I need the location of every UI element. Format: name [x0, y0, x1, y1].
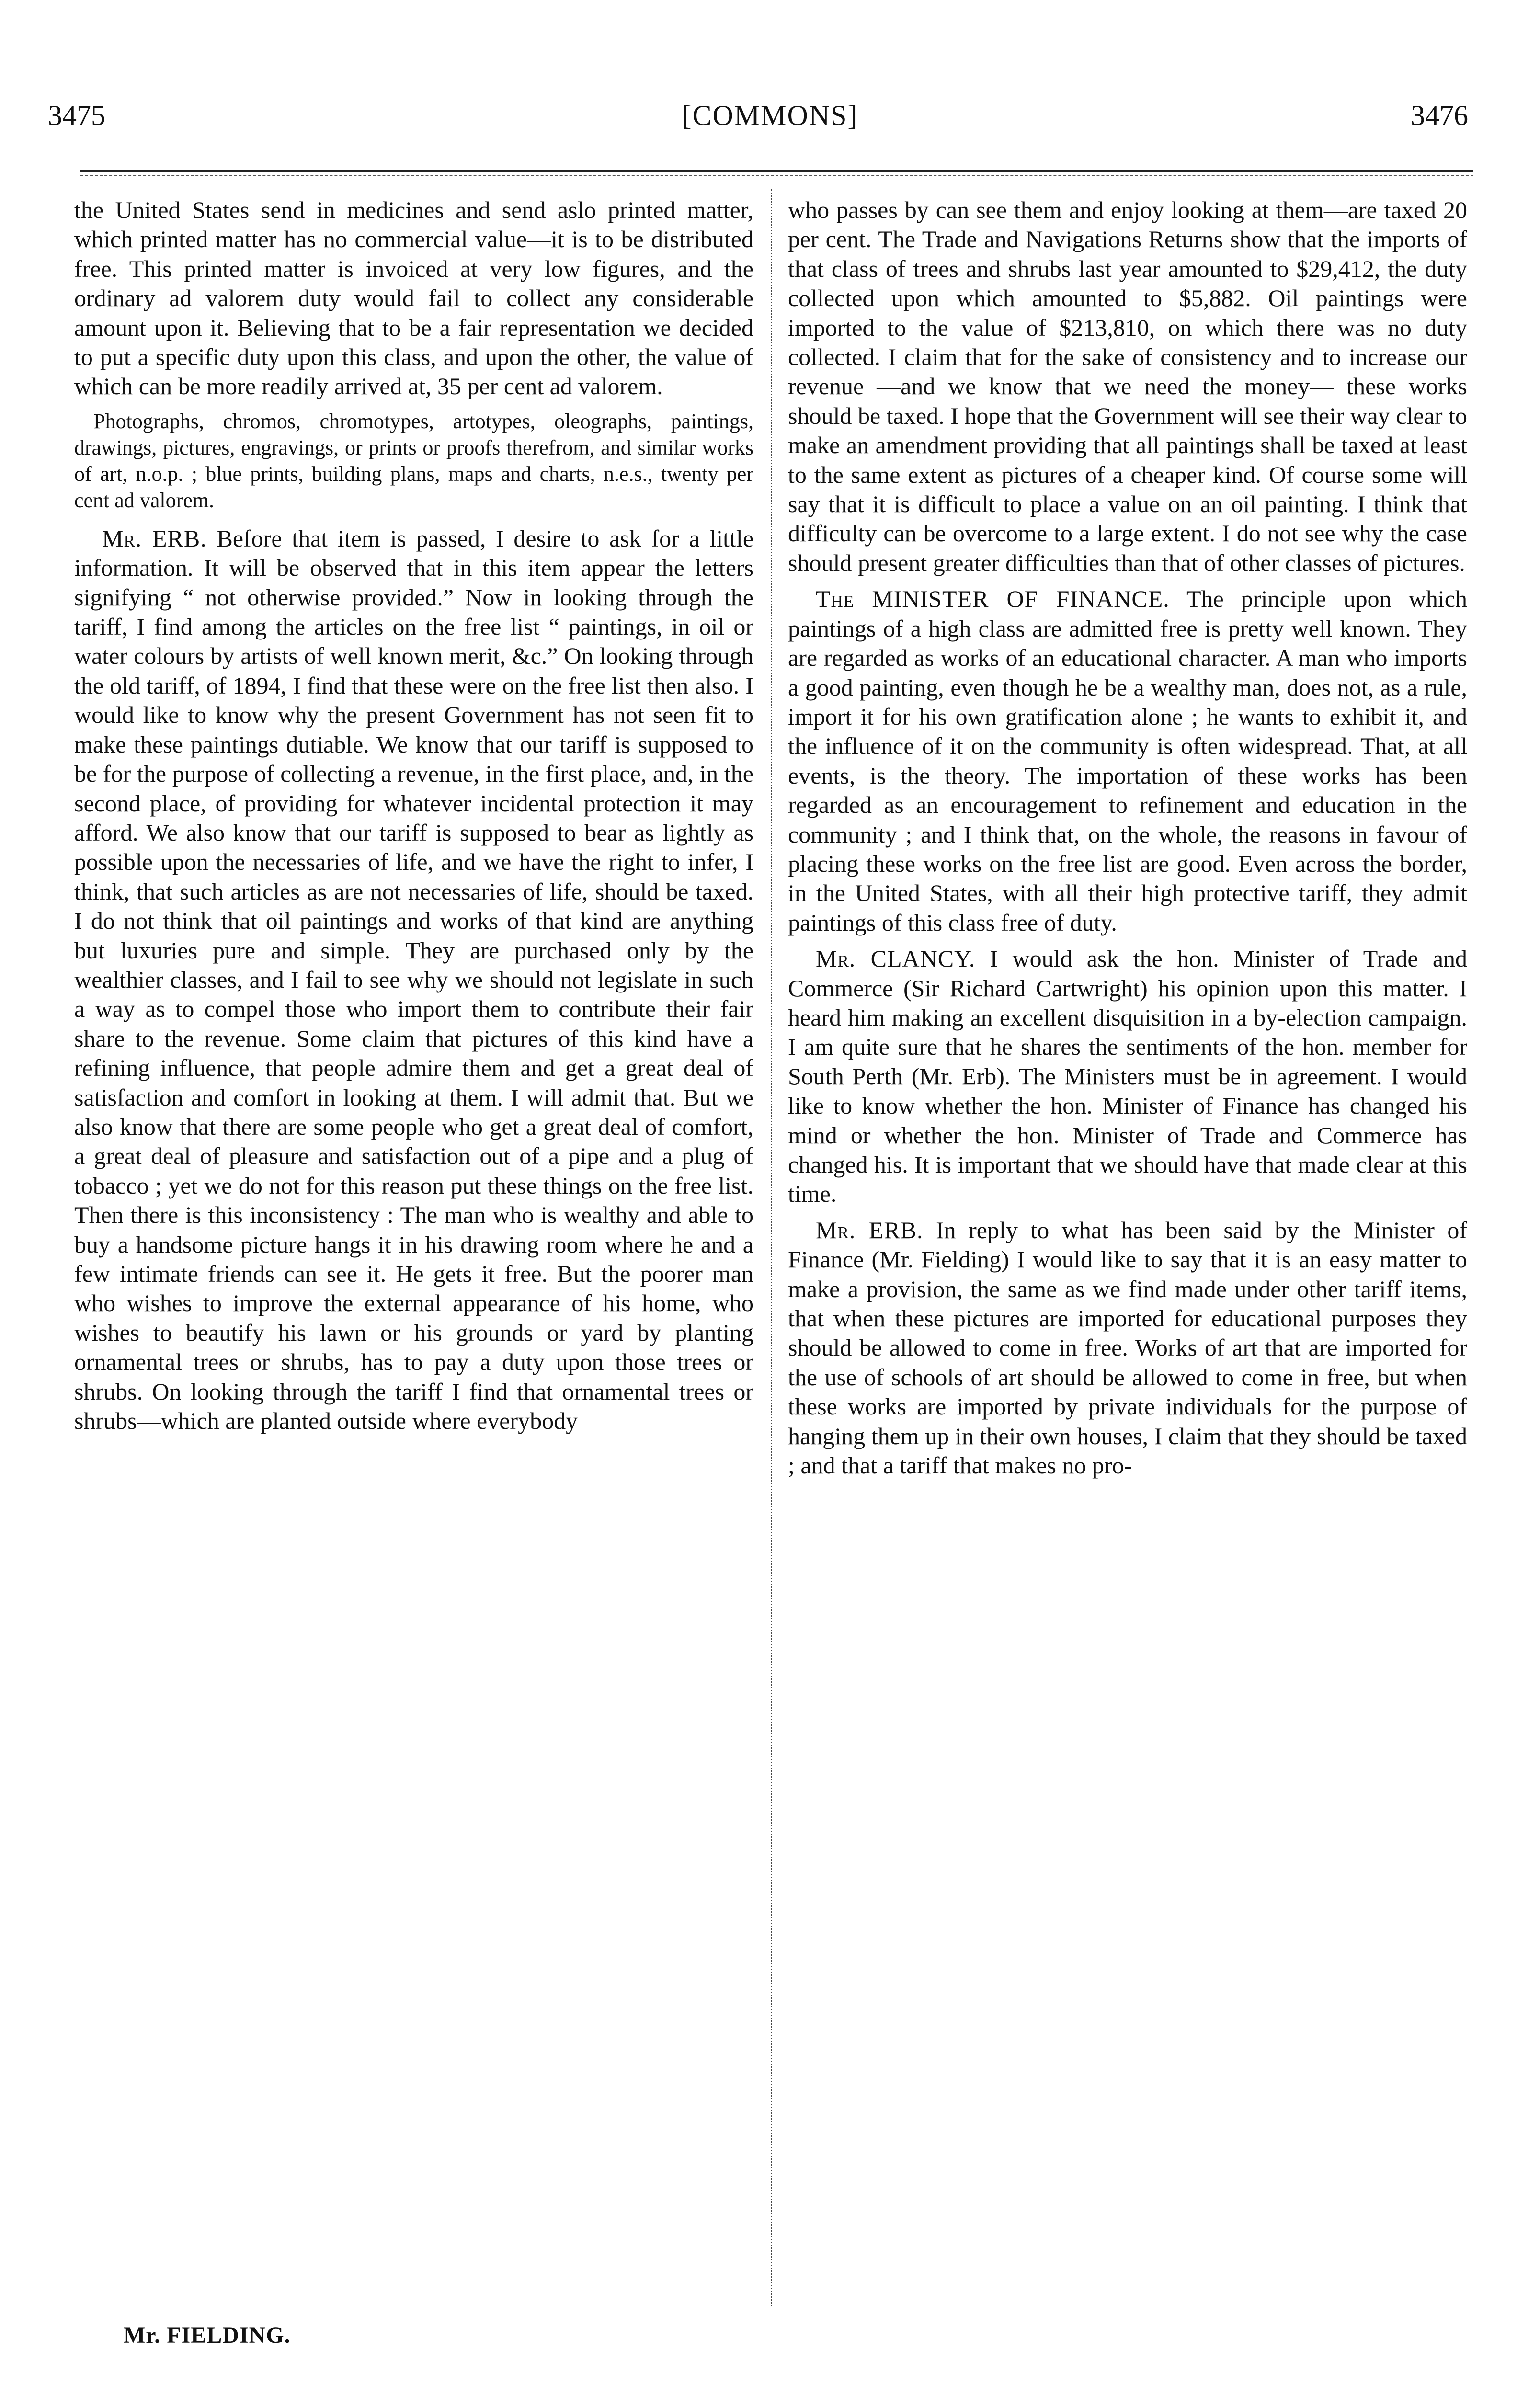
paragraph-text: the United States send in medicines and send aslo printed matter, which printed matter has no commercial value—it is to be distributed free. This printed matter is invoiced at very low figures, and the ordinary ad valorem duty would fail to collect any considerable amount upon it. Believing that to be a fair representation we decided to put a specific duty upon this class, and upon the other, the value of which can be more readily arrived at, 35 per cent ad valorem.: [74, 196, 753, 400]
paragraph-text: I would ask the hon. Minister of Trade and Commerce (Sir Richard Cartwright) his opinion upon this matter. I heard him making an excellent disquisition in a by-election campaign. I am quite sure that he shares the sentiments of the hon. member for South Perth (Mr. Erb). The Ministers must be in agreement. I would like to know whether the hon. Minister of Finance has changed his mind or whether the hon. Minister of Trade and Commerce has changed his. It is important that we should have that made clear at this time.: [788, 945, 1467, 1208]
speaker-name: Mr. ERB.: [816, 1216, 924, 1243]
page-title: [COMMONS]: [682, 100, 858, 131]
paragraph-text: Before that item is passed, I desire to ask for a little information. It will be observed that in this item appear the letters signifying “ not otherwise provided.” Now in looking through the tariff, I find among the articles on the free list “ paintings, in oil or water colours by artists of well known merit, &c.” On looking through the old tariff, of 1894, I find that these were on the free list then also. I would like to know why the present Government has not seen fit to make these paintings dutiable. We know that our tariff is supposed to be for the purpose of collecting a revenue, in the first place, and, in the second place, of providing for whatever incidental protection it may afford. We also know that our tariff is supposed to bear as lightly as possible upon the necessaries of life, and we have the right to infer, I think, that such articles as are not necessaries of life, should be taxed. I do not think that oil paintings and works of that kind are anything but luxuries pure and simple. They are purchased only by the wealthier classes, and I fail to see why we should not legislate in such a way as to compel those who import them to contribute their fair share to the revenue. Some claim that pictures of this kind have a refining influence, that people admire them and get a great deal of satisfaction and comfort in looking at them. I will admit that. But we also know that there are some people who get a great deal of comfort, a great deal of pleasure and satisfaction out of a pipe and a plug of tobacco ; yet we do not for this reason put these things on the free list. Then there is this inconsistency : The man who is wealthy and able to buy a handsome picture hangs it in his drawing room where he and a few intimate friends can see it. He gets it free. But the poorer man who wishes to improve the external appearance of his home, who wishes to beautify his lawn or his grounds or yard by planting ornamental trees or shrubs, has to pay a duty upon those trees or shrubs. On looking through the tariff I find that ornamental trees or shrubs—which are planted outside where everybody: [74, 525, 753, 1435]
speaker-name: The MINISTER OF FINANCE.: [816, 585, 1170, 613]
paragraph: [788, 1216, 1467, 1481]
paragraph: [788, 195, 1467, 578]
page-footer: Mr. FIELDING.: [124, 2323, 291, 2348]
paragraph: [788, 584, 1467, 937]
header-rule-secondary: [80, 175, 1473, 176]
column-divider: [771, 189, 772, 2306]
right-column: [788, 195, 1467, 2301]
speaker-name: Mr. ERB.: [102, 525, 207, 552]
paragraph: [788, 944, 1467, 1209]
paragraph-text: The principle upon which paintings of a high class are admitted free is pretty well known. They are regarded as works of an educational character. A man who imports a good painting, even though he be a wealthy man, does not, as a rule, import it for his own gratification alone ; he wants to exhibit it, and the influence of it on the community is often widespread. That, at all events, is the theory. The importation of these works has been regarded as an encouragement to refinement and education in the community ; and I think that, on the whole, the reasons in favour of placing these works on the free list are good. Even across the border, in the United States, with all their high protective tariff, they admit paintings of this class free of duty.: [788, 585, 1467, 936]
left-column: [74, 195, 753, 2301]
page-number-left: 3475: [48, 100, 105, 131]
page-header: [0, 94, 1540, 137]
paragraph: [74, 524, 753, 1436]
paragraph-text: In reply to what has been said by the Minister of Finance (Mr. Fielding) I would like to say that it is an easy matter to make a provision, the same as we find made under other tariff items, that when these pictures are imported for educational purposes they should be allowed to come in free. Works of art that are imported for the use of schools of art should be allowed to come in free, but when these works are imported by private individuals for the purpose of hanging them up in their own houses, I claim that they should be taxed ; and that a tariff that makes no pro-: [788, 1216, 1467, 1479]
header-rule: [80, 170, 1473, 172]
page-number-right: 3476: [1411, 100, 1468, 131]
tariff-item: [74, 408, 753, 513]
paragraph-text: who passes by can see them and enjoy looking at them—are taxed 20 per cent. The Trade and Navigations Returns show that the imports of that class of trees and shrubs last year amounted to $29,412, the duty collected upon which amounted to $5,882. Oil paintings were imported to the value of $213,810, on which there was no duty collected. I claim that for the sake of consistency and to increase our revenue —and we know that we need the money— these works should be taxed. I hope that the Government will see their way clear to make an amendment providing that all paintings shall be taxed at least to the same extent as pictures of a cheaper kind. Of course some will say that it is difficult to place a value on an oil painting. I think that difficulty can be overcome to a large extent. I do not see why the case should present greater difficulties than that of other classes of pictures.: [788, 196, 1467, 576]
paragraph: [74, 195, 753, 401]
paragraph-text: Photographs, chromos, chromotypes, artotypes, oleographs, paintings, drawings, pictures, engravings, or prints or proofs therefrom, and similar works of art, n.o.p. ; blue prints, building plans, maps and charts, n.e.s., twenty per cent ad valorem.: [74, 409, 753, 512]
speaker-name: Mr. CLANCY.: [816, 945, 976, 972]
